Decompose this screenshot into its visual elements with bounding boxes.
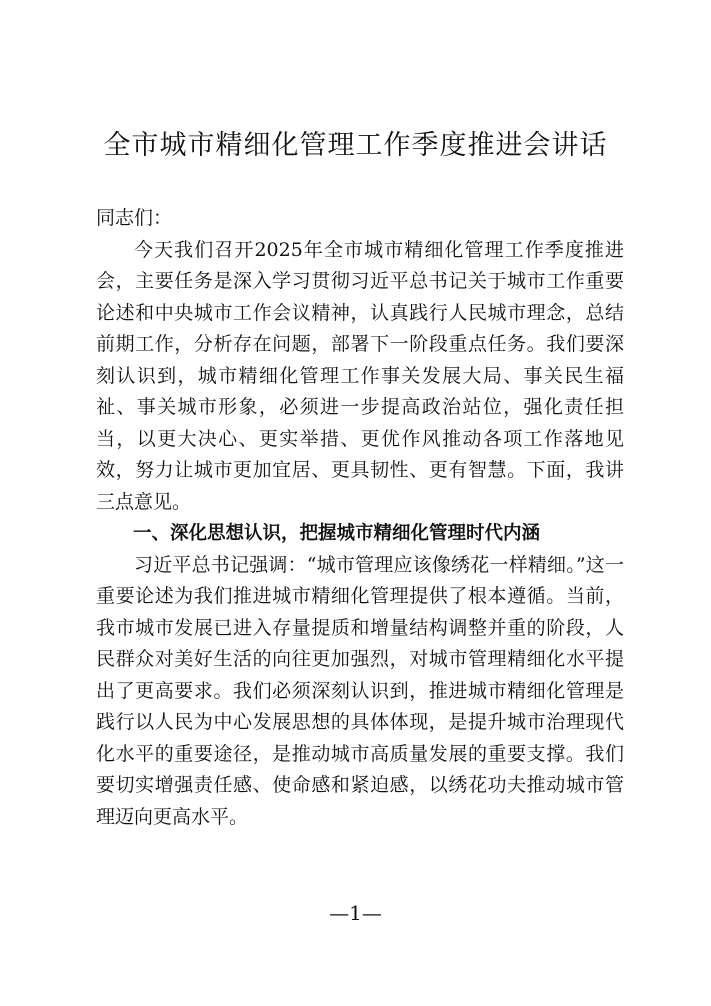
paragraph-section-1: 习近平总书记强调：“城市管理应该像绣花一样精细。”这一重要论述为我们推进城市精细化管理提供了根本遵循。当前，我市城市发展已进入存量提质和增量结构调整并重的阶段，人民群众对美好生活的向往更加强烈，对城市管理精细化水平提出了更高要求。我们必须深刻认识到，推进城市精细化管理是践行以人民为中心发展思想的具体体现，是提升城市治理现代化水平的重要途径，是推动城市高质量发展的重要支撑。我们要切实增强责任感、使命感和紧迫感，以绣花功夫推动城市管理迈向更高水平。 (96, 553, 624, 828)
paragraph-intro: 今天我们召开2025年全市城市精细化管理工作季度推进会，主要任务是深入学习贯彻习近平总书记关于城市工作重要论述和中央城市工作会议精神，认真践行人民城市理念，总结前期工作，分析存在问题，部署下一阶段重点任务。我们要深刻认识到，城市精细化管理工作事关发展大局、事关民生福祉、事关城市形象，必须进一步提高政治站位，强化责任担当，以更大决心、更实举措、更优作风推动各项工作落地见效，努力让城市更加宜居、更具韧性、更有智慧。下面，我讲三点意见。 (96, 238, 624, 513)
document-title: 全市城市精细化管理工作季度推进会讲话 (103, 130, 608, 161)
page-number: —1— (329, 901, 382, 925)
section-heading-1: 一、深化思想认识，把握城市精细化管理时代内涵 (133, 523, 541, 544)
document-body (96, 203, 624, 833)
salutation: 同志们： (96, 207, 173, 229)
